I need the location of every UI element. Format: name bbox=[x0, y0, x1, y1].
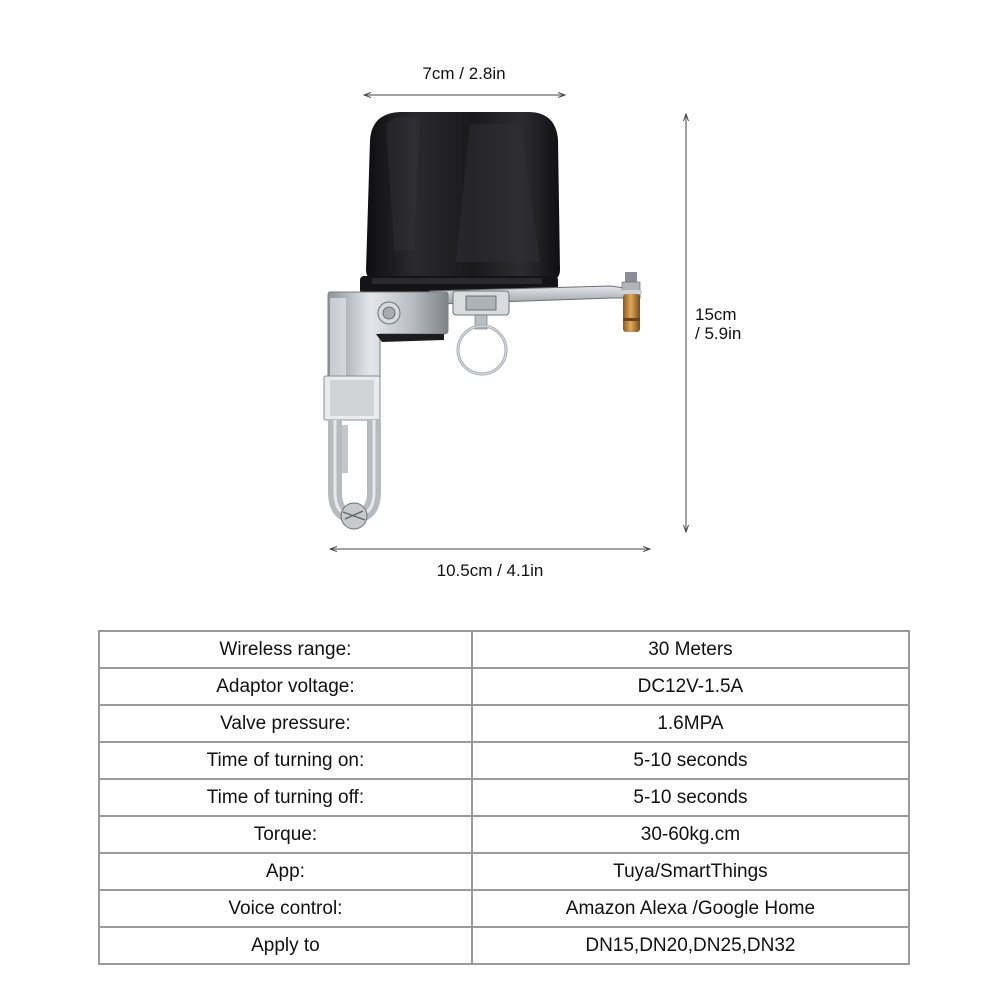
specifications-table bbox=[98, 630, 910, 965]
table-row bbox=[99, 742, 909, 779]
table-row bbox=[99, 853, 909, 890]
hose-clamp bbox=[324, 376, 380, 529]
spec-value: 5-10 seconds bbox=[472, 779, 909, 816]
height-dimension-label bbox=[695, 305, 741, 343]
table-row bbox=[99, 890, 909, 927]
spec-value: DN15,DN20,DN25,DN32 bbox=[472, 927, 909, 964]
table-row bbox=[99, 927, 909, 964]
table-row bbox=[99, 631, 909, 668]
height-cm-label: 15cm bbox=[695, 305, 737, 324]
table-row bbox=[99, 816, 909, 853]
spec-label: Apply to bbox=[99, 927, 472, 964]
spec-label: Valve pressure: bbox=[99, 705, 472, 742]
height-in-label: / 5.9in bbox=[695, 324, 742, 343]
coupling-pin bbox=[453, 291, 509, 374]
spec-value: 5-10 seconds bbox=[472, 742, 909, 779]
spec-label: App: bbox=[99, 853, 472, 890]
table-row bbox=[99, 779, 909, 816]
depth-dimension-label: 10.5cm / 4.1in bbox=[436, 561, 544, 580]
spec-label: Voice control: bbox=[99, 890, 472, 927]
mounting-bracket bbox=[328, 292, 448, 388]
spec-value: 1.6MPA bbox=[472, 705, 909, 742]
table-row bbox=[99, 668, 909, 705]
spec-value: Tuya/SmartThings bbox=[472, 853, 909, 890]
spec-label: Adaptor voltage: bbox=[99, 668, 472, 705]
spec-value: DC12V-1.5A bbox=[472, 668, 909, 705]
spec-label: Time of turning on: bbox=[99, 742, 472, 779]
spec-value: Amazon Alexa /Google Home bbox=[472, 890, 909, 927]
table-row bbox=[99, 705, 909, 742]
spec-value: 30-60kg.cm bbox=[472, 816, 909, 853]
spec-label: Time of turning off: bbox=[99, 779, 472, 816]
spec-value: 30 Meters bbox=[472, 631, 909, 668]
width-dimension-label: 7cm / 2.8in bbox=[422, 64, 506, 83]
spec-label: Torque: bbox=[99, 816, 472, 853]
spec-label: Wireless range: bbox=[99, 631, 472, 668]
actuator-body bbox=[360, 112, 560, 294]
